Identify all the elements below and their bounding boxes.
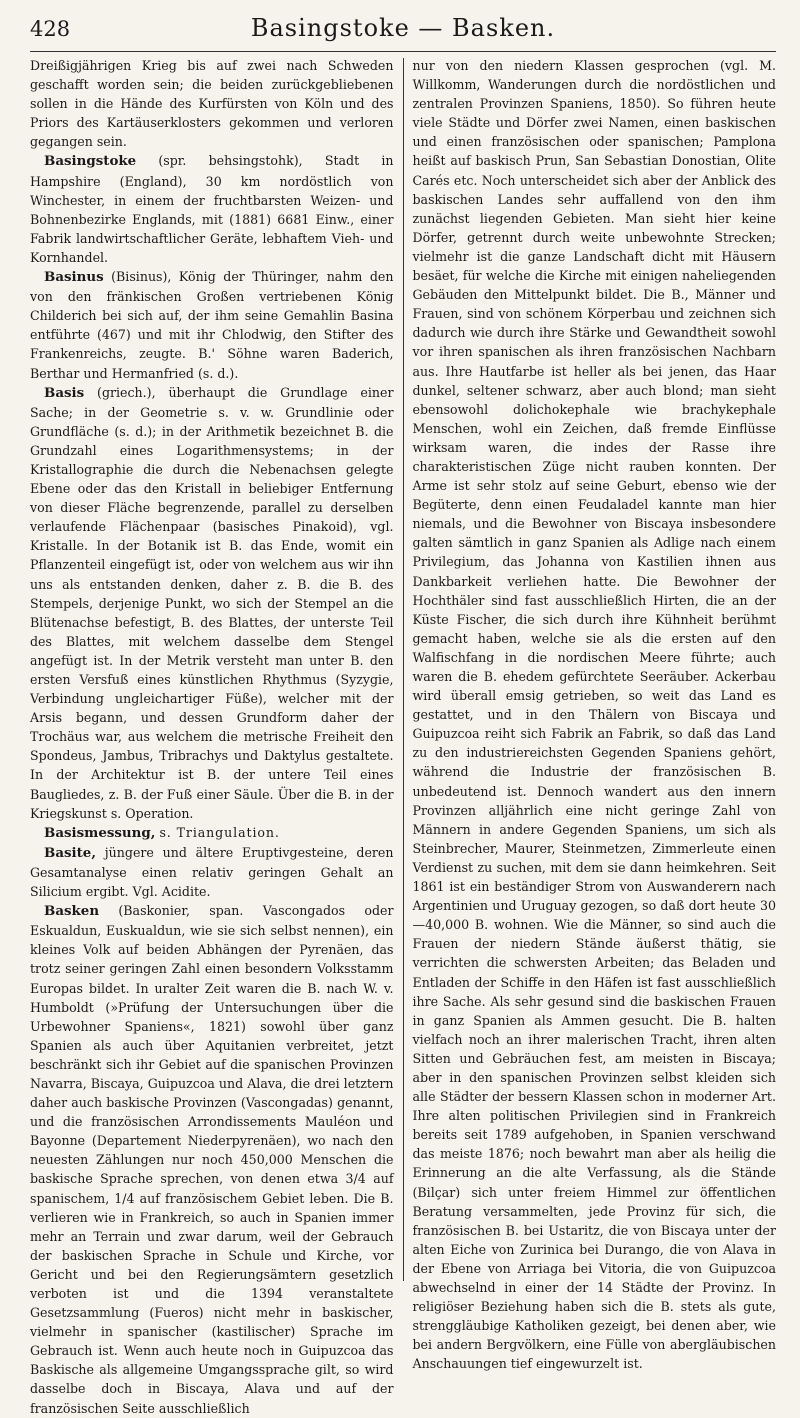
right-column: [404, 56, 777, 1372]
entry-basis: [30, 383, 394, 823]
page-header: [30, 14, 776, 52]
entry-basismessung: [30, 823, 394, 843]
entry-text: (griech.), überhaupt die Grundlage einer Sache; in der Geometrie s. v. w. Grundlinie oder Grundfläche (s. d.); in der Arithmetik bezeichnet B. die Grundzahl eines Logarithmensystems; in der Kristallographie die durch die Nebenachsen gelegte Ebene oder das den Kristall in beliebiger Entfernung von dieser Fläche begrenzende, parallel zu derselben verlaufende Flächenpaar (basisches Pinakoid), vgl. Kristalle. In der Botanik ist B. das Ende, womit ein Pflanzenteil eingefügt ist, oder von welchem aus wir ihn uns als entstanden denken, daher z. B. die B. des Stempels, derjenige Punkt, wo sich der Stempel an die Blütenachse befestigt, B. des Blattes, der unterste Teil des Blattes, mit welchem dasselbe dem Stengel angefügt ist. In der Metrik versteht man unter B. den ersten Versfuß eines künstlichen Rhythmus (Syzygie, Verbindung ungleichartiger Füße), welcher mit der Arsis begann, und dessen Grundform daher der Trochäus war, aus welchem die metrische Freiheit den Spondeus, Jambus, Tribrachys und Daktylus gestaltete. In der Architektur ist B. der untere Teil eines Baugliedes, z. B. der Fuß einer Säule. Über die B. in der Kriegskunst s. Operation.: [30, 384, 394, 821]
entry-text: (Bisinus), König der Thüringer, nahm den von den fränkischen Großen vertriebenen König Childerich bei sich auf, der ihm seine Gemahlin Basina entführte (467) und mit ihr Chlodwig, den Stifter des Frankenreichs, zeugte. B.' Söhne waren Baderich, Berthar und Hermanfried (s. d.).: [30, 269, 394, 381]
running-head: Basingstoke — Basken.: [250, 14, 556, 42]
continued-paragraph: nur von den niedern Klassen gesprochen (vgl. M. Willkomm, Wanderungen durch die nordöstlichen und zentralen Provinzen Spaniens, 1850). So führen heute viele Städte und Dörfer zwei Namen, einen baskischen und einen französischen oder spanischen; Pamplona heißt auf baskisch Prun, San Sebastian Donostian, Olite Carés etc. Noch unterscheidet sich aber der Anblick des baskischen Landes sehr auffallend von den ihm zunächst liegenden Gebieten. Man sieht hier keine Dörfer, getrennt durch weite unbewohnte Strecken; vielmehr ist die ganze Landschaft dicht mit Häusern besäet, für welche die Kirche mit einigen naheliegenden Gebäuden den Mittelpunkt bildet. Die B., Männer und Frauen, sind von schönem Körperbau und zeichnen sich dadurch wie durch ihre Stärke und Gewandtheit sowohl vor ihren spanischen als ihren französischen Nachbarn aus. Ihre Hautfarbe ist heller als bei jenen, das Haar dunkel, seltener schwarz, aber auch blond; man sieht ebensowohl dolichokephale wie brachykephale Menschen, wohl ein Zeichen, daß fremde Einflüsse wirksam waren, die indes der Rasse ihre charakteristischen Züge nicht rauben konnten. Der Arme ist sehr stolz auf seine Geburt, ebenso wie der Begüterte, denn einen Feudaladel kannte man hier niemals, und die Bewohner von Biscaya insbesondere galten sämtlich in ganz Spanien als Adlige nach einem Privilegium, das Johanna von Kastilien ihnen aus Dankbarkeit verliehen hatte. Die Bewohner der Hochthäler sind fast ausschließlich Hirten, die an der Küste Fischer, die sich durch ihre Kühnheit berühmt gemacht haben, welche sie als die ersten auf den Walfischfang in die nordischen Meere führte; auch waren die B. ehedem gefürchtete Seeräuber. Ackerbau wird überall emsig getrieben, so weit das Land es gestattet, und in den Thälern von Biscaya und Guipuzcoa reiht sich Fabrik an Fabrik, so daß das Land zu den industriereichsten Gegenden Spaniens gehört, während die Industrie der französischen B. unbedeutend ist. Dennoch wandert aus den innern Provinzen alljährlich eine nicht geringe Zahl von Männern in andere Gegenden Spaniens, um sich als Steinbrecher, Maurer, Steinmetzen, Zimmerleute einen Verdienst zu suchen, mit dem sie dann heimkehren. Seit 1861 ist ein beständiger Strom von Auswanderern nach Argentinien und Uruguay gezogen, so daß dort heute 30—40,000 B. wohnen. Wie die Männer, so sind auch die Frauen der niedern Stände äußerst thätig, sie verrichten die schwersten Arbeiten; das Beladen und Entladen der Schiffe in den Häfen ist fast ausschließlich ihre Sache. Als sehr gesund sind die baskischen Frauen in ganz Spanien als Ammen gesucht. Die B. halten vielfach noch an ihrer malerischen Tracht, ihren alten Sitten und Gebräuchen fest, am meisten in Biscaya; aber in den spanischen Provinzen selbst kleiden sich alle Städter der bessern Klassen schon in moderner Art. Ihre alten politischen Privilegien sind in Frankreich bereits seit 1789 aufgehoben, in Spanien verschwand das meiste 1876; noch bewahrt man aber als heilig die Erinnerung an die alte Verfassung, als die Stände (Bilçar) sich unter freiem Himmel zur öffentlichen Beratung versammelten, jede Provinz für sich, die französischen B. bei Ustaritz, die von Biscaya unter der alten Eiche von Zurinica bei Durango, die von Alava in der Ebene von Arriaga bei Vitoria, die von Guipuzcoa abwechselnd in einer der 14 Städte der Provinz. In religiöser Beziehung haben sich die B. stets als gute, strenggläubige Katholiken gezeigt, bei denen aber, wie bei andern Bergvölkern, eine Fülle von abergläubischen Anschauungen tief eingewurzelt ist.: [412, 58, 776, 1372]
entry-lemma: Basite,: [44, 844, 96, 861]
left-column: [30, 56, 403, 1416]
entry-lemma: Basis: [44, 384, 85, 401]
page-number: 428: [30, 17, 71, 41]
entry-lemma: Basken: [44, 903, 100, 920]
entry-text: s. Triangulation.: [159, 824, 280, 840]
entry-basingstoke: [30, 151, 394, 267]
text-columns: [30, 56, 776, 1416]
entry-basite: [30, 843, 394, 901]
entry-text: (Baskonier, span. Vascongados oder Eskualdun, Euskualdun, wie sie sich selbst nennen), ein kleines Volk auf beiden Abhängen der Pyrenäen, das trotz seiner geringen Zahl einen besondern Volksstamm Europas bildet. In uralter Zeit waren die B. nach W. v. Humboldt (»Prüfung der Untersuchungen über die Urbewohner Spaniens«, 1821) sowohl über ganz Spanien als auch über Aquitanien verbreitet, jetzt beschränkt sich ihr Gebiet auf die spanischen Provinzen Navarra, Biscaya, Guipuzcoa und Alava, die drei letztern daher auch baskische Provinzen (Vascongadas) genannt, und die französischen Arrondissements Mauléon und Bayonne (Departement Niederpyrenäen), wo nach den neuesten Zählungen nur noch 450,000 Menschen die baskische Sprache sprechen, von denen etwa 3/4 auf spanischem, 1/4 auf französischem Gebiet leben. Die B. verlieren wie in Frankreich, so auch in Spanien immer mehr an Terrain und zwar darum, weil der Gebrauch der baskischen Sprache in Schule und Kirche, vor Gericht und bei den Regierungsämtern gesetzlich verboten ist und die 1394 veranstaltete Gesetzsammlung (Fueros) nicht mehr in baskischer, vielmehr in spanischer (kastilischer) Sprache im Gebrauch ist. Wenn auch heute noch in Guipuzcoa das Baskische als allgemeine Umgangssprache gilt, so wird dasselbe doch in Biscaya, Alava und auf der französischen Seite ausschließlich: [30, 903, 394, 1416]
continued-paragraph: Dreißigjährigen Krieg bis auf zwei nach Schweden geschafft worden sein; die beiden zurückgebliebenen sollen in die Hände des Kurfürsten von Köln und des Priors des Kartäuserklosters gekommen und verloren gegangen sein.: [30, 58, 394, 150]
entry-text: jüngere und ältere Eruptivgesteine, deren Gesamtanalyse einen relativ geringen Gehalt an Silicium ergibt. Vgl. Acidite.: [30, 844, 394, 900]
entry-basinus: [30, 267, 394, 383]
entry-lemma: Basingstoke: [44, 153, 137, 170]
entry-text: (spr. behsingstohk), Stadt in Hampshire (England), 30 km nordöstlich von Winchester, in einem der fruchtbarsten Weizen- und Bohnenbezirke Englands, mit (1881) 6681 Einw., einer Fabrik landwirtschaftlicher Geräte, lebhaftem Vieh- und Kornhandel.: [30, 153, 394, 265]
entry-lemma: Basinus: [44, 269, 104, 286]
entry-lemma: Basismessung,: [44, 824, 156, 841]
entry-basken: [30, 901, 394, 1418]
